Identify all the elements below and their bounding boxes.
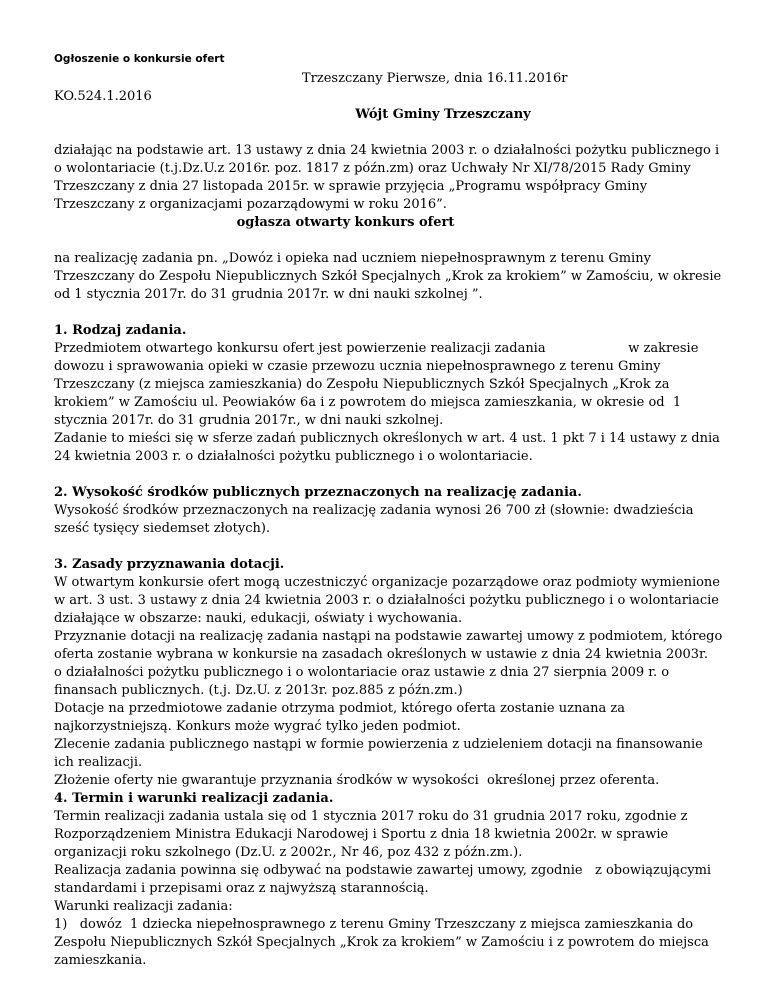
section-4-line: Termin realizacji zadania ustala się od 1 stycznia 2017 roku do 31 grudnia 2017 roku, zgodnie z (54, 809, 688, 824)
section-4-body (54, 808, 722, 970)
section-3-line: ich realizacji. (54, 755, 143, 770)
task-line: na realizację zadania pn. „Dowóz i opieka nad uczniem niepełnosprawnym z terenu Gminy (54, 251, 651, 266)
section-2-heading: 2. Wysokość środków publicznych przeznaczonych na realizację zadania. (54, 485, 582, 500)
section-1-line: Trzeszczany (z miejsca zamieszkania) do Zespołu Niepublicznych Szkół Specjalnych „Krok za (54, 377, 670, 392)
section-3-line: działające w obszarze: nauki, edukacji, oświaty i wychowania. (54, 611, 463, 626)
section-4-line: Warunki realizacji zadania: (54, 899, 233, 914)
intro-paragraph (54, 142, 722, 214)
section-1-line: Przedmiotem otwartego konkursu ofert jest powierzenie realizacji zadania w zakresie (54, 341, 699, 356)
section-3-line: oferta zostanie wybrana w konkursie na zasadach określonych w ustawie z dnia 24 kwietnia 2003r. (54, 647, 708, 662)
section-3-line: Dotacje na przedmiotowe zadanie otrzyma podmiot, którego oferta zostanie uznana za (54, 701, 625, 716)
section-1-line: krokiem” w Zamościu ul. Peowiaków 6a i z powrotem do miejsca zamieszkania, w okresie od 1 (54, 395, 682, 410)
section-4-line: Realizacja zadania powinna się odbywać na podstawie zawartej umowy, zgodnie z obowiązującymi (54, 863, 712, 878)
intro-line: działając na podstawie art. 13 ustawy z dnia 24 kwietnia 2003 r. o działalności pożytku publicznego i (54, 143, 720, 158)
task-line: Trzeszczany do Zespołu Niepublicznych Szkół Specjalnych „Krok za krokiem” w Zamościu, w okresie (54, 269, 722, 284)
section-4-line: organizacji roku szkolnego (Dz.U. z 2002r., Nr 46, poz 432 z późn.zm.). (54, 845, 523, 860)
section-3-line: najkorzystniejszą. Konkurs może wygrać tylko jeden podmiot. (54, 719, 461, 734)
section-4-line: 1) dowóz 1 dziecka niepełnosprawnego z terenu Gminy Trzeszczany z miejsca zamieszkania do (54, 917, 694, 932)
reference-number: KO.524.1.2016 (54, 89, 152, 104)
task-paragraph (54, 250, 722, 304)
section-3-line: w art. 3 ust. 3 ustawy z dnia 24 kwietnia 2003 r. o działalności pożytku publicznego i o wolontariacie (54, 593, 719, 608)
section-4-line: standardami i przepisami oraz z najwyższą starannością. (54, 881, 429, 896)
section-2-body (54, 502, 722, 538)
section-3-line: Przyznanie dotacji na realizację zadania nastąpi na podstawie zawartej umowy z podmiotem, którego (54, 629, 723, 644)
section-2-line: Wysokość środków przeznaczonych na realizację zadania wynosi 26 700 zł (słownie: dwadzieścia (54, 503, 694, 518)
document-body (54, 70, 722, 970)
section-4-line: Zespołu Niepublicznych Szkół Specjalnych „Krok za krokiem” w Zamościu i z powrotem do miejsca (54, 935, 709, 950)
section-1-line: dowozu i sprawowania opieki w czasie przewozu ucznia niepełnosprawnego z terenu Gminy (54, 359, 661, 374)
section-1-line: Zadanie to mieści się w sferze zadań publicznych określonych w art. 4 ust. 1 pkt 7 i 14 ustawy z dnia (54, 431, 720, 446)
intro-line: Trzeszczany z dnia 27 listopada 2015r. w sprawie przyjęcia „Programu współpracy Gminy (54, 179, 648, 194)
section-1-heading: 1. Rodzaj zadania. (54, 323, 187, 338)
section-3-line: W otwartym konkursie ofert mogą uczestniczyć organizacje pozarządowe oraz podmioty wymienione (54, 575, 721, 590)
section-3-line: finansach publicznych. (t.j. Dz.U. z 2013r. poz.885 z późn.zm.) (54, 683, 463, 698)
section-3-body (54, 574, 722, 790)
section-3-line: o działalności pożytku publicznego i o wolontariacie oraz ustawie z dnia 27 sierpnia 2009 r. o (54, 665, 670, 680)
section-3-line: Zlecenie zadania publicznego nastąpi w formie powierzenia z udzieleniem dotacji na finansowanie (54, 737, 703, 752)
section-4-line: zamieszkania. (54, 953, 147, 968)
section-3-line: Złożenie oferty nie gwarantuje przyznania środków w wysokości określonej przez oferenta. (54, 773, 660, 788)
intro-line: Trzeszczany z organizacjami pozarządowymi w roku 2016”. (54, 197, 447, 212)
section-2-line: sześć tysięcy siedemset złotych). (54, 521, 271, 536)
section-3-heading: 3. Zasady przyznawania dotacji. (54, 557, 285, 572)
section-1-line: 24 kwietnia 2003 r. o działalności pożytku publicznego i o wolontariacie. (54, 449, 533, 464)
section-4-line: Rozporządzeniem Ministra Edukacji Narodowej i Sportu z dnia 18 kwietnia 2002r. w sprawie (54, 827, 669, 842)
place-date: Trzeszczany Pierwsze, dnia 16.11.2016r (302, 71, 568, 86)
section-4-heading: 4. Termin i warunki realizacji zadania. (54, 791, 334, 806)
task-line: od 1 stycznia 2017r. do 31 grudnia 2017r. w dni nauki szkolnej ”. (54, 287, 483, 302)
section-1-line: stycznia 2017r. do 31 grudnia 2017r., w dni nauki szkolnej. (54, 413, 444, 428)
issuer-title: Wójt Gminy Trzeszczany (355, 107, 531, 122)
section-1-body (54, 340, 722, 466)
announcement-heading: ogłasza otwarty konkurs ofert (236, 215, 455, 230)
document-header-label: Ogłoszenie o konkursie ofert (54, 53, 225, 65)
intro-line: o wolontariacie (t.j.Dz.U.z 2016r. poz. 1817 z późn.zm) oraz Uchwały Nr XI/78/2015 Rady Gminy (54, 161, 691, 176)
